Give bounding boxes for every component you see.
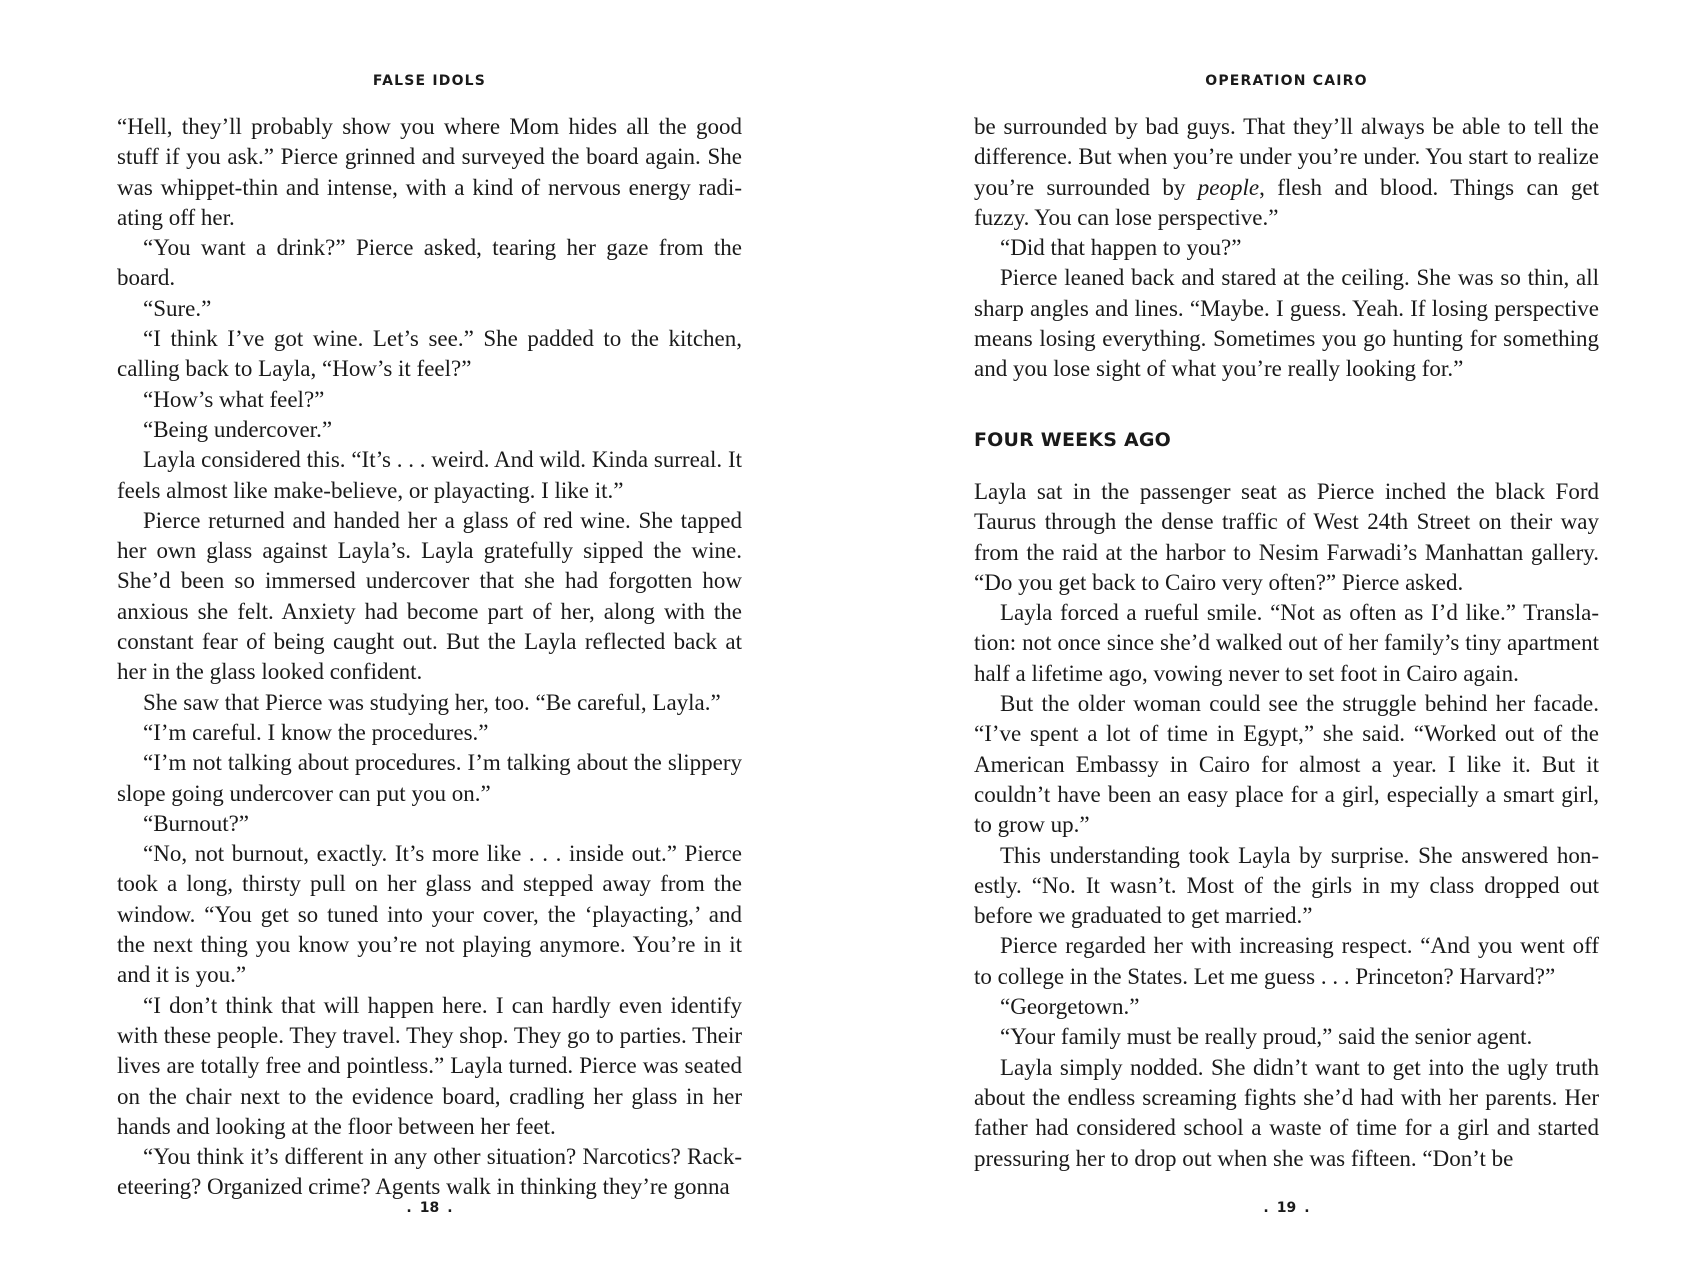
paragraph: She saw that Pierce was studying her, too. “Be careful, Layla.” <box>143 689 721 715</box>
paragraph: Layla simply nodded. She didn’t want to get into the ugly truth about the endless screaming fights she’d had with her parents. Her father had considered school a waste of time for a girl and started pressuring her to drop out when she was fifteen. “Don’t be <box>974 1054 1599 1171</box>
paragraph: “I think I’ve got wine. Let’s see.” She padded to the kitchen, calling back to Layla, “How’s it feel?” <box>117 326 742 382</box>
paragraph: “Burnout?” <box>143 810 250 836</box>
paragraph: But the older woman could see the struggle behind her facade. “I’ve spent a lot of time in Egypt,” she said. “Worked out of the American Embassy in Cairo for almost a year. I like it. But it couldn’t have been an easy place for a girl, especially a smart girl, to grow up.” <box>974 691 1599 838</box>
page-number-left: . 18 . <box>406 1200 453 1216</box>
paragraph: This understanding took Layla by surprise. She answered honestly. “No. It wasn’t. Most of the girls in my class dropped out before we graduated to get married.” <box>974 842 1599 929</box>
paragraph: “No, not burnout, exactly. It’s more like . . . inside out.” Pierce took a long, thirsty pull on her glass and stepped away from the window. “You get so tuned into your cover, the ‘playacting,’ and the next thing you know you’re not playing anymore. You’re in it and it is you.” <box>117 841 742 988</box>
italic-emphasis: people <box>1197 174 1260 200</box>
paragraph: Pierce returned and handed her a glass of red wine. She tapped her own glass against Layla’s. Layla gratefully sipped the wine. She’d been so immersed undercover that she had forgotten how anxious she felt. Anxiety had become part of her, along with the constant fear of being caught out. But the Layla reflected back at her in the glass looked confident. <box>117 507 742 685</box>
paragraph: “You want a drink?” Pierce asked, tearing her gaze from the board. <box>117 235 742 291</box>
paragraph: “I’m careful. I know the procedures.” <box>143 719 489 745</box>
paragraph: “Sure.” <box>143 295 212 321</box>
paragraph: “Did that happen to you?” <box>1000 235 1242 261</box>
section-heading: FOUR WEEKS AGO <box>974 428 1171 451</box>
paragraph-continued <box>974 112 1599 233</box>
folio-number: 18 <box>419 1200 440 1216</box>
page-number-right: . 19 . <box>1263 1200 1310 1216</box>
running-head-left: FALSE IDOLS <box>372 73 487 89</box>
left-page <box>117 0 742 1275</box>
folio-number: 19 <box>1276 1200 1297 1216</box>
paragraph: “I don’t think that will happen here. I can hardly even identify with these people. They travel. They shop. They go to parties. Their lives are totally free and pointless.” Layla turned. Pierce was seated on the chair next to the evidence board, cradling her glass in her hands and looking at the floor between her feet. <box>117 992 742 1139</box>
text-run: , flesh and blood. Things can get fuzzy. You can lose perspective.” <box>974 174 1599 230</box>
paragraph: Layla sat in the passenger seat as Pierce inched the black Ford Taurus through the dense traffic of West 24th Street on their way from the raid at the harbor to Nesim Farwadi’s Manhattan gallery. “Do you get back to Cairo very often?” Pierce asked. <box>974 478 1599 595</box>
paragraph: “I’m not talking about procedures. I’m talking about the slippery slope going undercover can put you on.” <box>117 750 742 806</box>
running-head-right: OPERATION CAIRO <box>1205 73 1368 89</box>
paragraph: Layla considered this. “It’s . . . weird. And wild. Kinda surreal. It feels almost like make-believe, or playacting. I like it.” <box>117 447 742 503</box>
paragraph: “How’s what feel?” <box>143 386 325 412</box>
paragraph: “Being undercover.” <box>143 416 333 442</box>
right-page <box>974 0 1599 1275</box>
paragraph: “Georgetown.” <box>1000 994 1140 1020</box>
paragraph: “You think it’s different in any other situation? Narcotics? Racketeering? Organized crime? Agents walk in thinking they’re gonna <box>117 1144 742 1200</box>
left-page-body <box>117 112 742 1203</box>
paragraph: Pierce leaned back and stared at the ceiling. She was so thin, all sharp angles and lines. “Maybe. I guess. Yeah. If losing perspective means losing everything. Sometimes you go hunting for something and you lose sight of what you’re really looking for.” <box>974 265 1599 382</box>
paragraph: “Hell, they’ll probably show you where Mom hides all the good stuff if you ask.” Pierce grinned and surveyed the board again. She was whippet-thin and intense, with a kind of nervous energy radiating off her. <box>117 114 742 230</box>
paragraph: Pierce regarded her with increasing respect. “And you went off to college in the States. Let me guess . . . Princeton? Harvard?” <box>974 933 1599 989</box>
text-run: be surrounded by bad guys. That they’ll always be able to tell the difference. But when you’re under you’re under. You start to realize you’re surrounded by <box>974 114 1599 200</box>
paragraph: Layla forced a rueful smile. “Not as often as I’d like.” Translation: not once since she’d walked out of her family’s tiny apartment half a lifetime ago, vowing never to set foot in Cairo again. <box>974 600 1599 686</box>
right-page-body <box>974 112 1599 1174</box>
paragraph: “Your family must be really proud,” said the senior agent. <box>1000 1024 1533 1050</box>
